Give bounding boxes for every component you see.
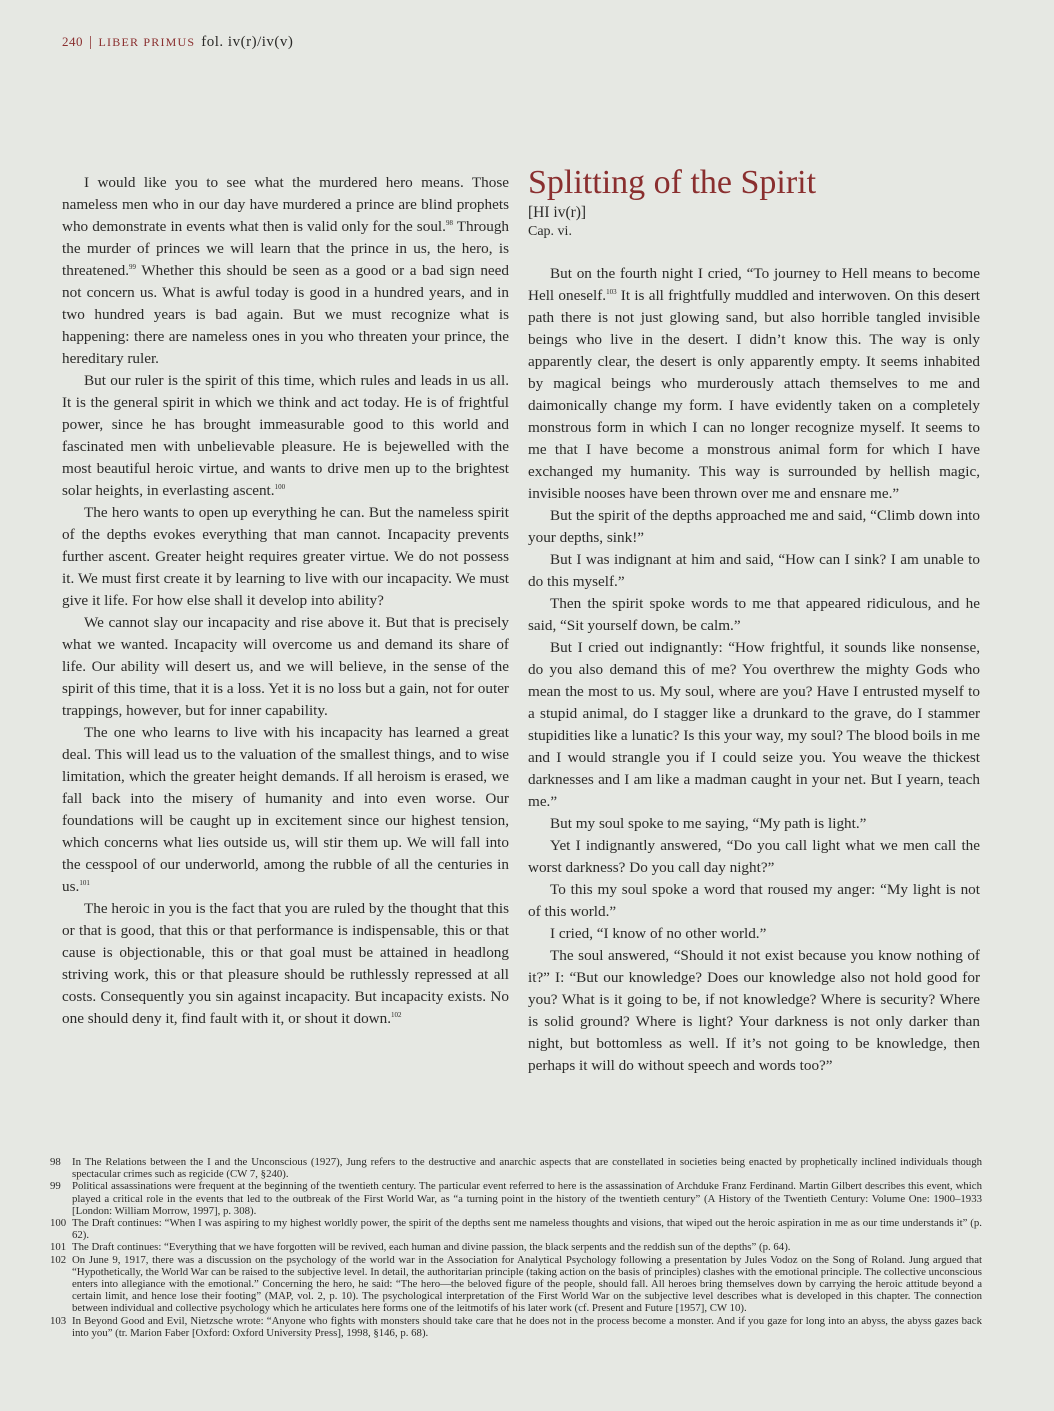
footnote-text: The Draft continues: “When I was aspiring to my highest worldly power, the spirit of the depths sent me nameless thoughts and visions, that wiped out the heroic aspiration in me as our time understands it” (p. 62). (72, 1217, 982, 1242)
footnote-number: 99 (50, 1180, 61, 1193)
chapter-folio-ref: [HI iv(r)] (528, 204, 587, 221)
paragraph (62, 722, 509, 898)
chapter-number: Cap. vi. (528, 224, 572, 239)
paragraph (62, 898, 509, 1030)
paragraph-text: The one who learns to live with his incapacity has learned a great deal. This will lead us to the valuation of the smallest things, and to wise limitation, which the greater height demands. If all heroism is erased, we fall back into the misery of humanity and into even worse. Our foundations will be caught up in excitement since our highest tension, which concerns what lies outside us, will stir them up. We will fall into the cesspool of our underworld, among the rubble of all the centuries in us. (62, 724, 509, 895)
footnote-ref[interactable]: 99 (129, 263, 137, 271)
footnote-text: In Beyond Good and Evil, Nietzsche wrote: “Anyone who fights with monsters should take care that he does not in the process become a monster. And if you gaze for long into an abyss, the abyss gazes back into you” (tr. Marion Faber [Oxford: Oxford University Press], 1998, §146, p. 68). (72, 1314, 982, 1339)
paragraph: The soul answered, “Should it not exist because you know nothing of it?” I: “But our knowledge? Does our knowledge also not hold good for you? What is it going to be, if not knowledge? Where is security? Where is solid ground? Where is light? Your darkness is not only darker than night, but bottomless as well. If it’s not going to be knowledge, then perhaps it will do without speech and words too?” (528, 947, 980, 1074)
right-column (528, 163, 980, 1077)
paragraph: We cannot slay our incapacity and rise above it. But that is precisely what we wanted. Incapacity will overcome us and demand its share of life. Our ability will desert us, and we will believe, in the sense of the spirit of this time, that it is a loss. Yet it is no loss but a gain, not for outer trappings, however, but for inner capability. (62, 614, 509, 719)
left-column (62, 172, 509, 1030)
footnote-ref[interactable]: 102 (391, 1011, 402, 1019)
chapter-title: Splitting of the Spirit (528, 164, 817, 201)
footnote-ref[interactable]: 101 (79, 879, 90, 887)
footnote-ref[interactable]: 98 (445, 219, 453, 227)
footnote (50, 1217, 982, 1241)
paragraph (528, 263, 980, 505)
paragraph: But my soul spoke to me saying, “My path is light.” (550, 815, 867, 832)
footnote (50, 1254, 982, 1315)
folio-reference: fol. iv(r)/iv(v) (201, 34, 294, 50)
footnote-text: The Draft continues: “Everything that we have forgotten will be revived, each human and divine passion, the black serpents and the reddish sun of the depths” (p. 64). (72, 1241, 791, 1254)
paragraph: But I was indignant at him and said, “How can I sink? I am unable to do this myself.” (528, 551, 980, 590)
footnote-number: 100 (50, 1217, 67, 1230)
page-number: 240 (62, 34, 83, 49)
paragraph: I cried, “I know of no other world.” (550, 925, 767, 942)
footnote-ref[interactable]: 100 (274, 483, 286, 491)
paragraph: The hero wants to open up everything he can. But the nameless spirit of the depths evokes everything that man cannot. Incapacity prevents further ascent. Greater height requires greater virtue. We do not possess it. We must first create it by learning to live with our incapacity. We must give it life. For how else shall it develop into ability? (62, 504, 509, 609)
footnote-text: Political assassinations were frequent at the beginning of the twentieth century. The particular event referred to here is the assassination of Archduke Franz Ferdinand. Martin Gilbert describes this event, which played a critical role in the events that led to the outbreak of the First World War, as “a turning point in the history of the twentieth century” (A History of the Twentieth Century: Volume One: 1900–1933 [London: William Morrow, 1997], p. 308). (72, 1180, 982, 1217)
footnote (50, 1156, 982, 1180)
paragraph-text: Whether this should be seen as a good or a bad sign need not concern us. What is awful today is good in a hundred years, and in two hundred years is bad again. But we must recognize what is happening: there are nameless ones in you who threaten your prince, the hereditary ruler. (62, 262, 509, 367)
footnote-text: On June 9, 1917, there was a discussion on the psychology of the world war in the Association for Analytical Psychology following a presentation by Jules Vodoz on the Song of Roland. Jung argued that “Hypothetically, the World War can be raised to the subjective level. In detail, the authoritarian principle (taking action on the basis of principles) clashes with the emotional principle. The collective unconscious enters into allegiance with the emotional.” Concerning the hero, he said: “The hero—the beloved figure of the people, should fall. All heroes bring themselves down by carrying the heroic attitude beyond a certain limit, and hence lose their footing” (MAP, vol. 2, p. 10). The psychological interpretation of the First World War on the subjective level describes what is developed in this chapter. The connection between individual and collective psychology which he articulates here forms one of the leitmotifs of his later work (cf. Present and Future [1957], CW 10). (72, 1253, 982, 1315)
header-separator: | (89, 34, 93, 50)
footnote (50, 1241, 982, 1253)
paragraph-text: The heroic in you is the fact that you are ruled by the thought that this or that is good, that this or that performance is indispensable, this or that cause is objectionable, this or that goal must be attained in headlong striving work, this or that pleasure should be ruthlessly repressed at all costs. Consequently you sin against incapacity. But incapacity exists. No one should deny it, find fault with it, or shout it down. (62, 900, 509, 1027)
book-title: LIBER PRIMUS (98, 35, 196, 49)
paragraph: But the spirit of the depths approached me and said, “Climb down into your depths, sink!” (528, 507, 980, 546)
footnote-number: 101 (50, 1241, 67, 1254)
paragraph: Yet I indignantly answered, “Do you call light what we men call the worst darkness? Do you call day night?” (528, 837, 980, 876)
footnote-ref[interactable]: 103 (606, 288, 617, 296)
footnote (50, 1180, 982, 1217)
paragraph: But I cried out indignantly: “How frightful, it sounds like nonsense, do you also demand this of me? You overthrew the mighty Gods who mean the most to us. My soul, where are you? Have I entrusted myself to a stupid animal, do I stagger like a drunkard to the grave, do I stammer stupidities like a lunatic? Is this your way, my soul? The blood boils in me and I would strangle you if I could seize you. You weave the thickest darknesses and I am like a madman caught in your net. But I yearn, teach me.” (528, 639, 980, 810)
paragraph-text: But our ruler is the spirit of this time, which rules and leads in us all. It is the general spirit in which we think and act today. He is of frightful power, since he has brought immeasurable good to this world and fascinated men with unbelievable pleasure. He is bejewelled with the most beautiful heroic virtue, and wants to drive men up to the brightest solar heights, in everlasting ascent. (62, 372, 509, 499)
footnote-number: 103 (50, 1314, 67, 1327)
paragraph-text: Through the murder of princes we will learn that the prince in us, the hero, is threatened. (62, 218, 510, 279)
paragraph: To this my soul spoke a word that roused my anger: “My light is not of this world.” (528, 881, 980, 920)
footnote-text: In The Relations between the I and the Unconscious (1927), Jung refers to the destructive and anarchic aspects that are constellated in societies being enacted by prophetically inclined individuals though spectacular crimes such as regicide (CW 7, §240). (72, 1156, 982, 1181)
footnote-number: 98 (50, 1156, 61, 1168)
footnote (50, 1315, 982, 1339)
paragraph (62, 370, 509, 502)
paragraph-text: I would like you to see what the murdered hero means. Those nameless men who in our day have murdered a prince are blind prophets who demonstrate in events what then is valid only for the soul. (62, 174, 509, 235)
paragraph: Then the spirit spoke words to me that appeared ridiculous, and he said, “Sit yourself down, be calm.” (528, 595, 980, 634)
running-head (62, 34, 293, 51)
paragraph-text: It is all frightfully muddled and interwoven. On this desert path there is not just glowing sand, but also horrible tangled invisible beings who live in the desert. I didn’t know this. The way is only apparently clear, the desert is only apparently empty. It seems inhabited by magical beings who murderously attach themselves to me and daimonically change my form. I have evidently taken on a completely monstrous form in which I can no longer recognize myself. It seems to me that I have become a monstrous animal form for which I have exchanged my humanity. This way is surrounded by hellish magic, invisible nooses have been thrown over me and ensnare me.” (528, 287, 980, 502)
paragraph (62, 172, 509, 370)
paragraph-text: But on the fourth night I cried, “To journey to Hell means to become Hell oneself. (528, 265, 980, 304)
footnotes (50, 1156, 982, 1339)
footnote-number: 102 (50, 1253, 67, 1266)
